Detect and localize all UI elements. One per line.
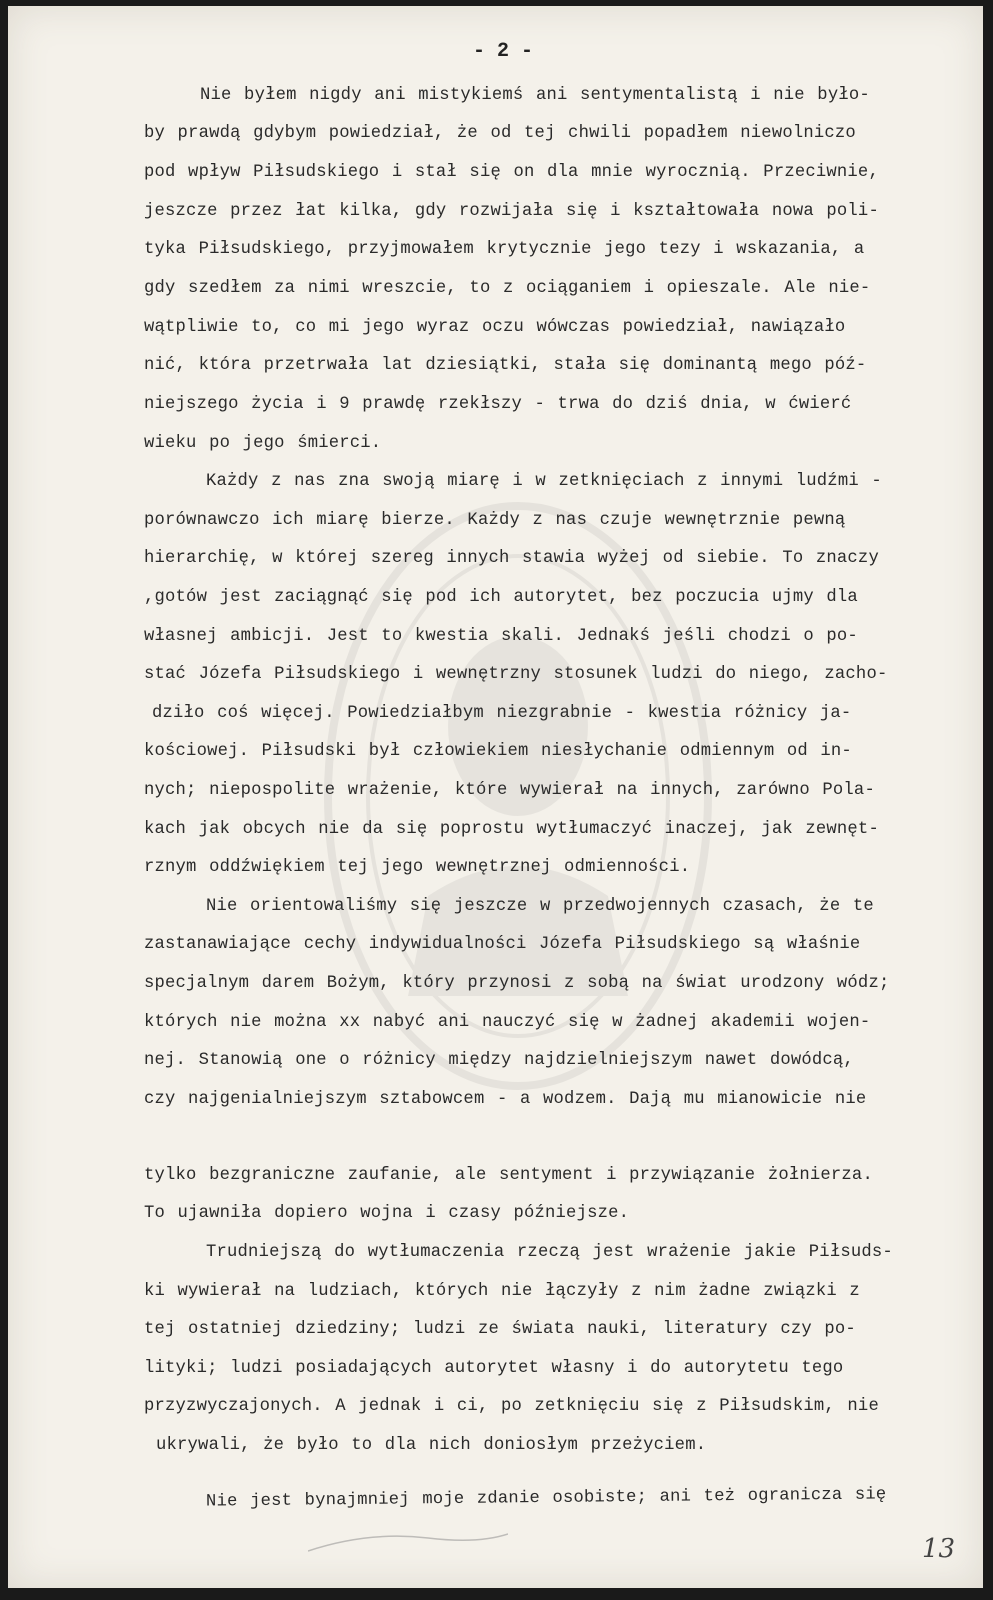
text-line: kach jak obcych nie da się poprostu wytłumaczyć inaczej, jak zewnęt- xyxy=(144,820,879,839)
text-line: gdy szedłem za nimi wreszcie, to z ociąganiem i opieszale. Ale nie- xyxy=(144,279,871,298)
text-line: lityki; ludzi posiadających autorytet własny i do autorytetu tego xyxy=(144,1359,844,1378)
text-line: dziło coś więcej. Powiedziałbym niezgrabnie - kwestia różnicy ja- xyxy=(152,704,852,723)
text-line: pod wpływ Piłsudskiego i stał się on dla mnie wyrocznią. Przeciwnie, xyxy=(144,163,879,182)
text-line: czy najgenialniejszym sztabowcem - a wodzem. Dają mu mianowicie nie xyxy=(144,1090,867,1109)
text-line: zastanawiające cechy indywidualności Józefa Piłsudskiego są właśnie xyxy=(144,935,861,954)
text-line: tylko bezgraniczne zaufanie, ale sentyment i przywiązanie żołnierza. xyxy=(144,1166,873,1185)
page-number: - 2 - xyxy=(473,40,534,63)
text-line: Nie orientowaliśmy się jeszcze w przedwojennych czasach, że te xyxy=(206,897,874,916)
text-line: ,gotów jest zaciągnąć się pod ich autorytet, bez poczucia ujmy dla xyxy=(144,588,858,607)
typed-text-body xyxy=(8,6,983,1588)
text-line: Trudniejszą do wytłumaczenia rzeczą jest wrażenie jakie Piłsuds- xyxy=(206,1243,893,1262)
text-line: porównawczo ich miarę bierze. Każdy z nas czuje wewnętrznie pewną xyxy=(144,511,846,530)
text-line: przyzwyczajonych. A jednak i ci, po zetknięciu się z Piłsudskim, nie xyxy=(144,1397,879,1416)
text-line: własnej ambicji. Jest to kwestia skali. Jednakś jeśli chodzi o po- xyxy=(144,627,858,646)
text-line: wieku po jego śmierci. xyxy=(144,434,382,453)
text-line: by prawdą gdybym powiedział, że od tej chwili popadłem niewolniczo xyxy=(144,124,856,143)
text-line: ukrywali, że było to dla nich doniosłym przeżyciem. xyxy=(156,1436,707,1455)
text-line: Nie byłem nigdy ani mistykiemś ani sentymentalistą i nie było- xyxy=(200,86,870,105)
text-line: tej ostatniej dziedziny; ludzi ze świata nauki, literatury czy po- xyxy=(144,1320,856,1339)
text-line: hierarchię, w której szereg innych stawia wyżej od siebie. To znaczy xyxy=(144,549,879,568)
text-line: nej. Stanowią one o różnicy między najdzielniejszym nawet dowódcą, xyxy=(144,1051,854,1070)
text-line: specjalnym darem Bożym, który przynosi z sobą na świat urodzony wódz; xyxy=(144,974,890,993)
text-line: Nie jest bynajmniej moje zdanie osobiste; ani też ogranicza się xyxy=(205,1485,887,1512)
text-line: kościowej. Piłsudski był człowiekiem niesłychanie odmiennym od in- xyxy=(144,742,852,761)
text-line: niejszego życia i 9 prawdę rzekłszy - trwa do dziś dnia, w ćwierć xyxy=(144,395,852,414)
text-line: stać Józefa Piłsudskiego i wewnętrzny stosunek ludzi do niego, zacho- xyxy=(144,665,888,684)
text-line: rznym oddźwiękiem tej jego wewnętrznej odmienności. xyxy=(144,858,691,877)
text-line: których nie można xx nabyć ani nauczyć się w żadnej akademii wojen- xyxy=(144,1013,871,1032)
typewritten-sheet xyxy=(8,6,983,1588)
text-line: ki wywierał na ludziach, których nie łączyły z nim żadne związki z xyxy=(144,1282,860,1301)
text-line: nić, która przetrwała lat dziesiątki, stała się dominantą mego póź- xyxy=(144,356,867,375)
text-line: nych; niepospolite wrażenie, które wywierał na innych, zarówno Pola- xyxy=(144,781,875,800)
text-line: jeszcze przez łat kilka, gdy rozwijała się i kształtowała nowa poli- xyxy=(144,202,879,221)
handwritten-folio-number: 13 xyxy=(922,1534,956,1564)
text-line: Każdy z nas zna swoją miarę i w zetknięciach z innymi ludźmi - xyxy=(206,472,882,491)
text-line: wątpliwie to, co mi jego wyraz oczu wówczas powiedział, nawiązało xyxy=(144,318,846,337)
text-line: tyka Piłsudskiego, przyjmowałem krytycznie jego tezy i wskazania, a xyxy=(144,240,865,259)
text-line: To ujawniła dopiero wojna i czasy późniejsze. xyxy=(144,1204,630,1223)
